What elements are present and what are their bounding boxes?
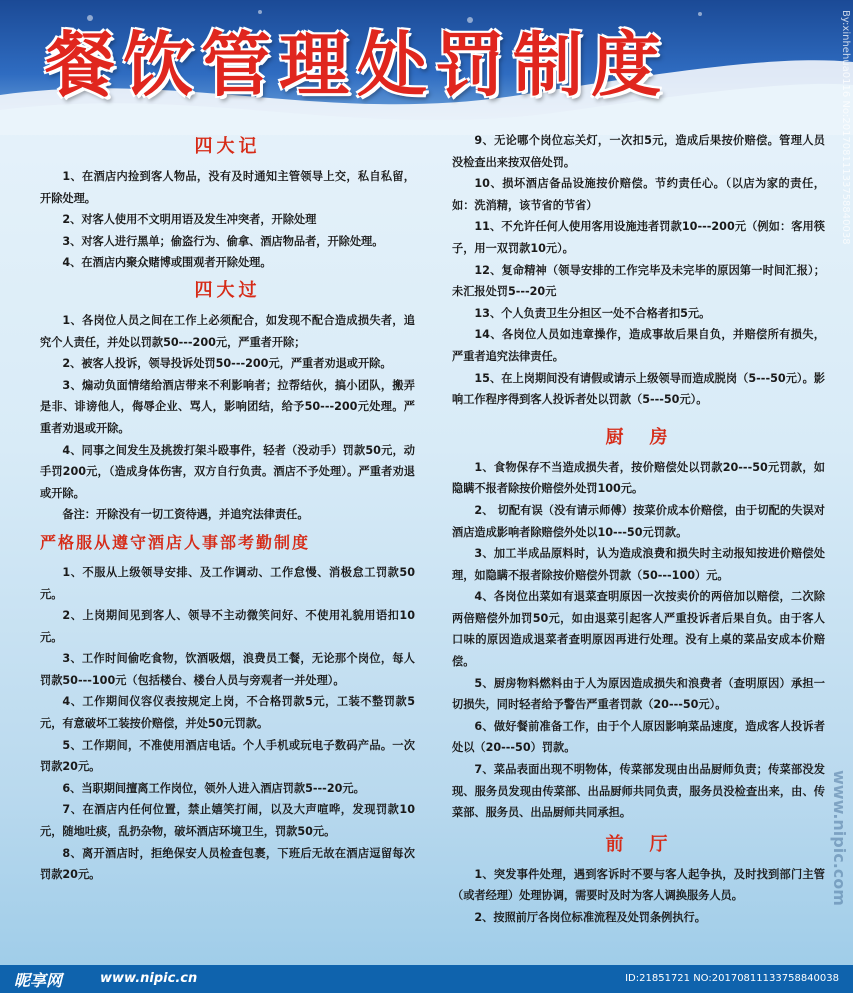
site-logo: 昵享网 xyxy=(14,971,63,990)
list-item: 14、各岗位人员如违章操作，造成事故后果自负，并赔偿所有损失，严重者追究法律责任。 xyxy=(452,328,825,363)
list-item: 1、各岗位人员之间在工作上必须配合，如发现不配合造成损失者，追究个人责任，并处以罚款50---200元，严重者开除； xyxy=(40,313,415,349)
list-item: 1、不服从上级领导安排、及工作调动、工作怠慢、消极怠工罚款50元。 xyxy=(40,565,415,601)
site-url: www.nipic.cn xyxy=(100,971,198,986)
list-item: 6、做好餐前准备工作，由于个人原因影响菜品速度，造成客人投诉者处以（20---50）罚款。 xyxy=(452,719,825,755)
list-item: 2、按照前厅各岗位标准流程及处罚条例执行。 xyxy=(474,911,706,924)
side-watermark: By:xinhehua0116 No:20170811133758840038 xyxy=(840,10,851,245)
section-title-four-faults: 四大过 xyxy=(194,279,261,301)
list-item: 6、当职期间擅离工作岗位，领外人进入酒店罚款5---20元。 xyxy=(62,781,365,795)
list-item: 7、在酒店内任何位置，禁止嬉笑打闹，以及大声喧哗，发现罚款10元，随地吐痰，乱扔杂物，破坏酒店环境卫生，罚款50元。 xyxy=(40,803,415,839)
footer-bar xyxy=(0,965,853,993)
list-item: 1、食物保存不当造成损失者，按价赔偿处以罚款20---50元罚款，如隐瞒不报者除按价赔偿外处罚100元。 xyxy=(452,460,825,496)
header-banner xyxy=(0,0,853,135)
section-title-attendance: 严格服从遵守酒店人事部考勤制度 xyxy=(40,532,311,552)
section-title-kitchen: 厨 房 xyxy=(605,426,672,448)
list-item: 3、加工半成品原料时，认为造成浪费和损失时主动报知按进价赔偿处理，如隐瞒不报者除按价赔偿外罚款（50---100）元。 xyxy=(452,547,825,582)
section-title-four-disciplines: 四大记 xyxy=(194,136,261,157)
page-title: 餐饮管理处罚制度 xyxy=(45,23,669,106)
list-item: 4、工作期间仪容仪表按规定上岗，不合格罚款5元，工装不整罚款5元，有意破坏工装按价赔偿，并处50元罚款。 xyxy=(40,695,415,731)
list-item: 7、菜品表面出现不明物体，传菜部发现由出品厨师负责；传菜部没发现、服务员发现由传菜部、出品厨师共同负责，服务员没检查出来，由、传菜部、服务员、出品厨师共同承担。 xyxy=(452,763,825,820)
list-item: 4、同事之间发生及挑拨打架斗殴事件，轻者（没动手）罚款50元，动手罚200元，（造成身体伤害，双方自行负责。酒店不予处理）。严重者劝退或开除。 xyxy=(40,443,415,500)
list-item: 13、个人负责卫生分担区一处不合格者扣5元。 xyxy=(474,306,711,320)
list-item: 9、无论哪个岗位忘关灯，一次扣5元，造成后果按价赔偿。管理人员没检查出来按双倍处罚。 xyxy=(452,134,825,169)
list-item: 2、对客人使用不文明用语及发生冲突者，开除处理 xyxy=(62,213,317,227)
right-column xyxy=(452,130,825,929)
list-item: 3、工作时间偷吃食物，饮酒吸烟，浪费员工餐，无论那个岗位，每人罚款50---100元（包括楼台、楼台人员与旁观者一并处理）。 xyxy=(40,652,415,687)
list-item: 4、在酒店内聚众赌博或围观者开除处理。 xyxy=(62,256,272,270)
list-item: 5、工作期间，不准使用酒店电话。个人手机或玩电子数码产品。一次罚款20元。 xyxy=(40,738,415,774)
list-item: 2、 切配有误（没有请示师傅）按菜价成本价赔偿，由于切配的失误对酒店造成影响者除赔偿外处以10---50元罚款。 xyxy=(452,503,825,539)
note: 备注：开除没有一切工资待遇，并追究法律责任。 xyxy=(62,508,309,522)
list-item: 5、厨房物料燃料由于人为原因造成损失和浪费者（查明原因）承担一切损失，同时轻者给予警告严重者罚款（20---50元）。 xyxy=(452,676,825,712)
list-item: 3、对客人进行黑单；偷盗行为、偷拿、酒店物品者，开除处理。 xyxy=(62,234,384,248)
list-item: 12、复命精神（领导安排的工作完毕及未完毕的原因第一时间汇报）；未汇报处罚5---20元 xyxy=(452,263,825,299)
bottom-watermark: www.nipic.com xyxy=(830,770,849,906)
left-column xyxy=(40,130,415,886)
section-title-front-hall: 前 厅 xyxy=(605,833,672,855)
list-item: 2、被客人投诉，领导投诉处罚50---200元，严重者劝退或开除。 xyxy=(62,357,392,371)
list-item: 11、不允许任何人使用客用设施违者罚款10---200元（例如：客用筷子，用一双罚款10元）。 xyxy=(452,220,825,255)
list-item: 15、在上岗期间没有请假或请示上级领导而造成脱岗（5---50元）。影响工作程序得到客人投诉者处以罚款（5---50元）。 xyxy=(452,371,825,407)
list-item: 3、煽动负面情绪给酒店带来不利影响者；拉帮结伙，搞小团队，搬弄是非、诽谤他人，侮辱企业、骂人，影响团结，给予50---200元处理。严重者劝退或开除。 xyxy=(40,378,415,435)
list-item: 4、各岗位出菜如有退菜查明原因一次按卖价的两倍加以赔偿，二次除两倍赔偿外加罚50元，如由退菜引起客人严重投诉者后果自负。由于客人口味的原因造成退菜者查明原因再进行处理。没有上桌的菜品安成本价赔偿。 xyxy=(452,590,825,669)
image-id: ID:21851721 NO:20170811133758840038 xyxy=(625,973,839,984)
list-item: 1、在酒店内捡到客人物品，没有及时通知主管领导上交，私自私留，开除处理。 xyxy=(40,170,415,205)
list-item: 8、离开酒店时，拒绝保安人员检查包裹，下班后无故在酒店逗留每次罚款20元。 xyxy=(40,846,415,882)
list-item: 10、损坏酒店备品设施按价赔偿。节约责任心。（以店为家的责任，如：洗消精，该节省的节省） xyxy=(452,177,825,212)
list-item: 2、上岗期间见到客人、领导不主动微笑问好、不使用礼貌用语扣10元。 xyxy=(40,609,415,644)
list-item: 1、突发事件处理，遇到客诉时不要与客人起争执，及时找到部门主管（或者经理）处理协调，需要时及时为客人调换服务人员。 xyxy=(452,867,825,903)
